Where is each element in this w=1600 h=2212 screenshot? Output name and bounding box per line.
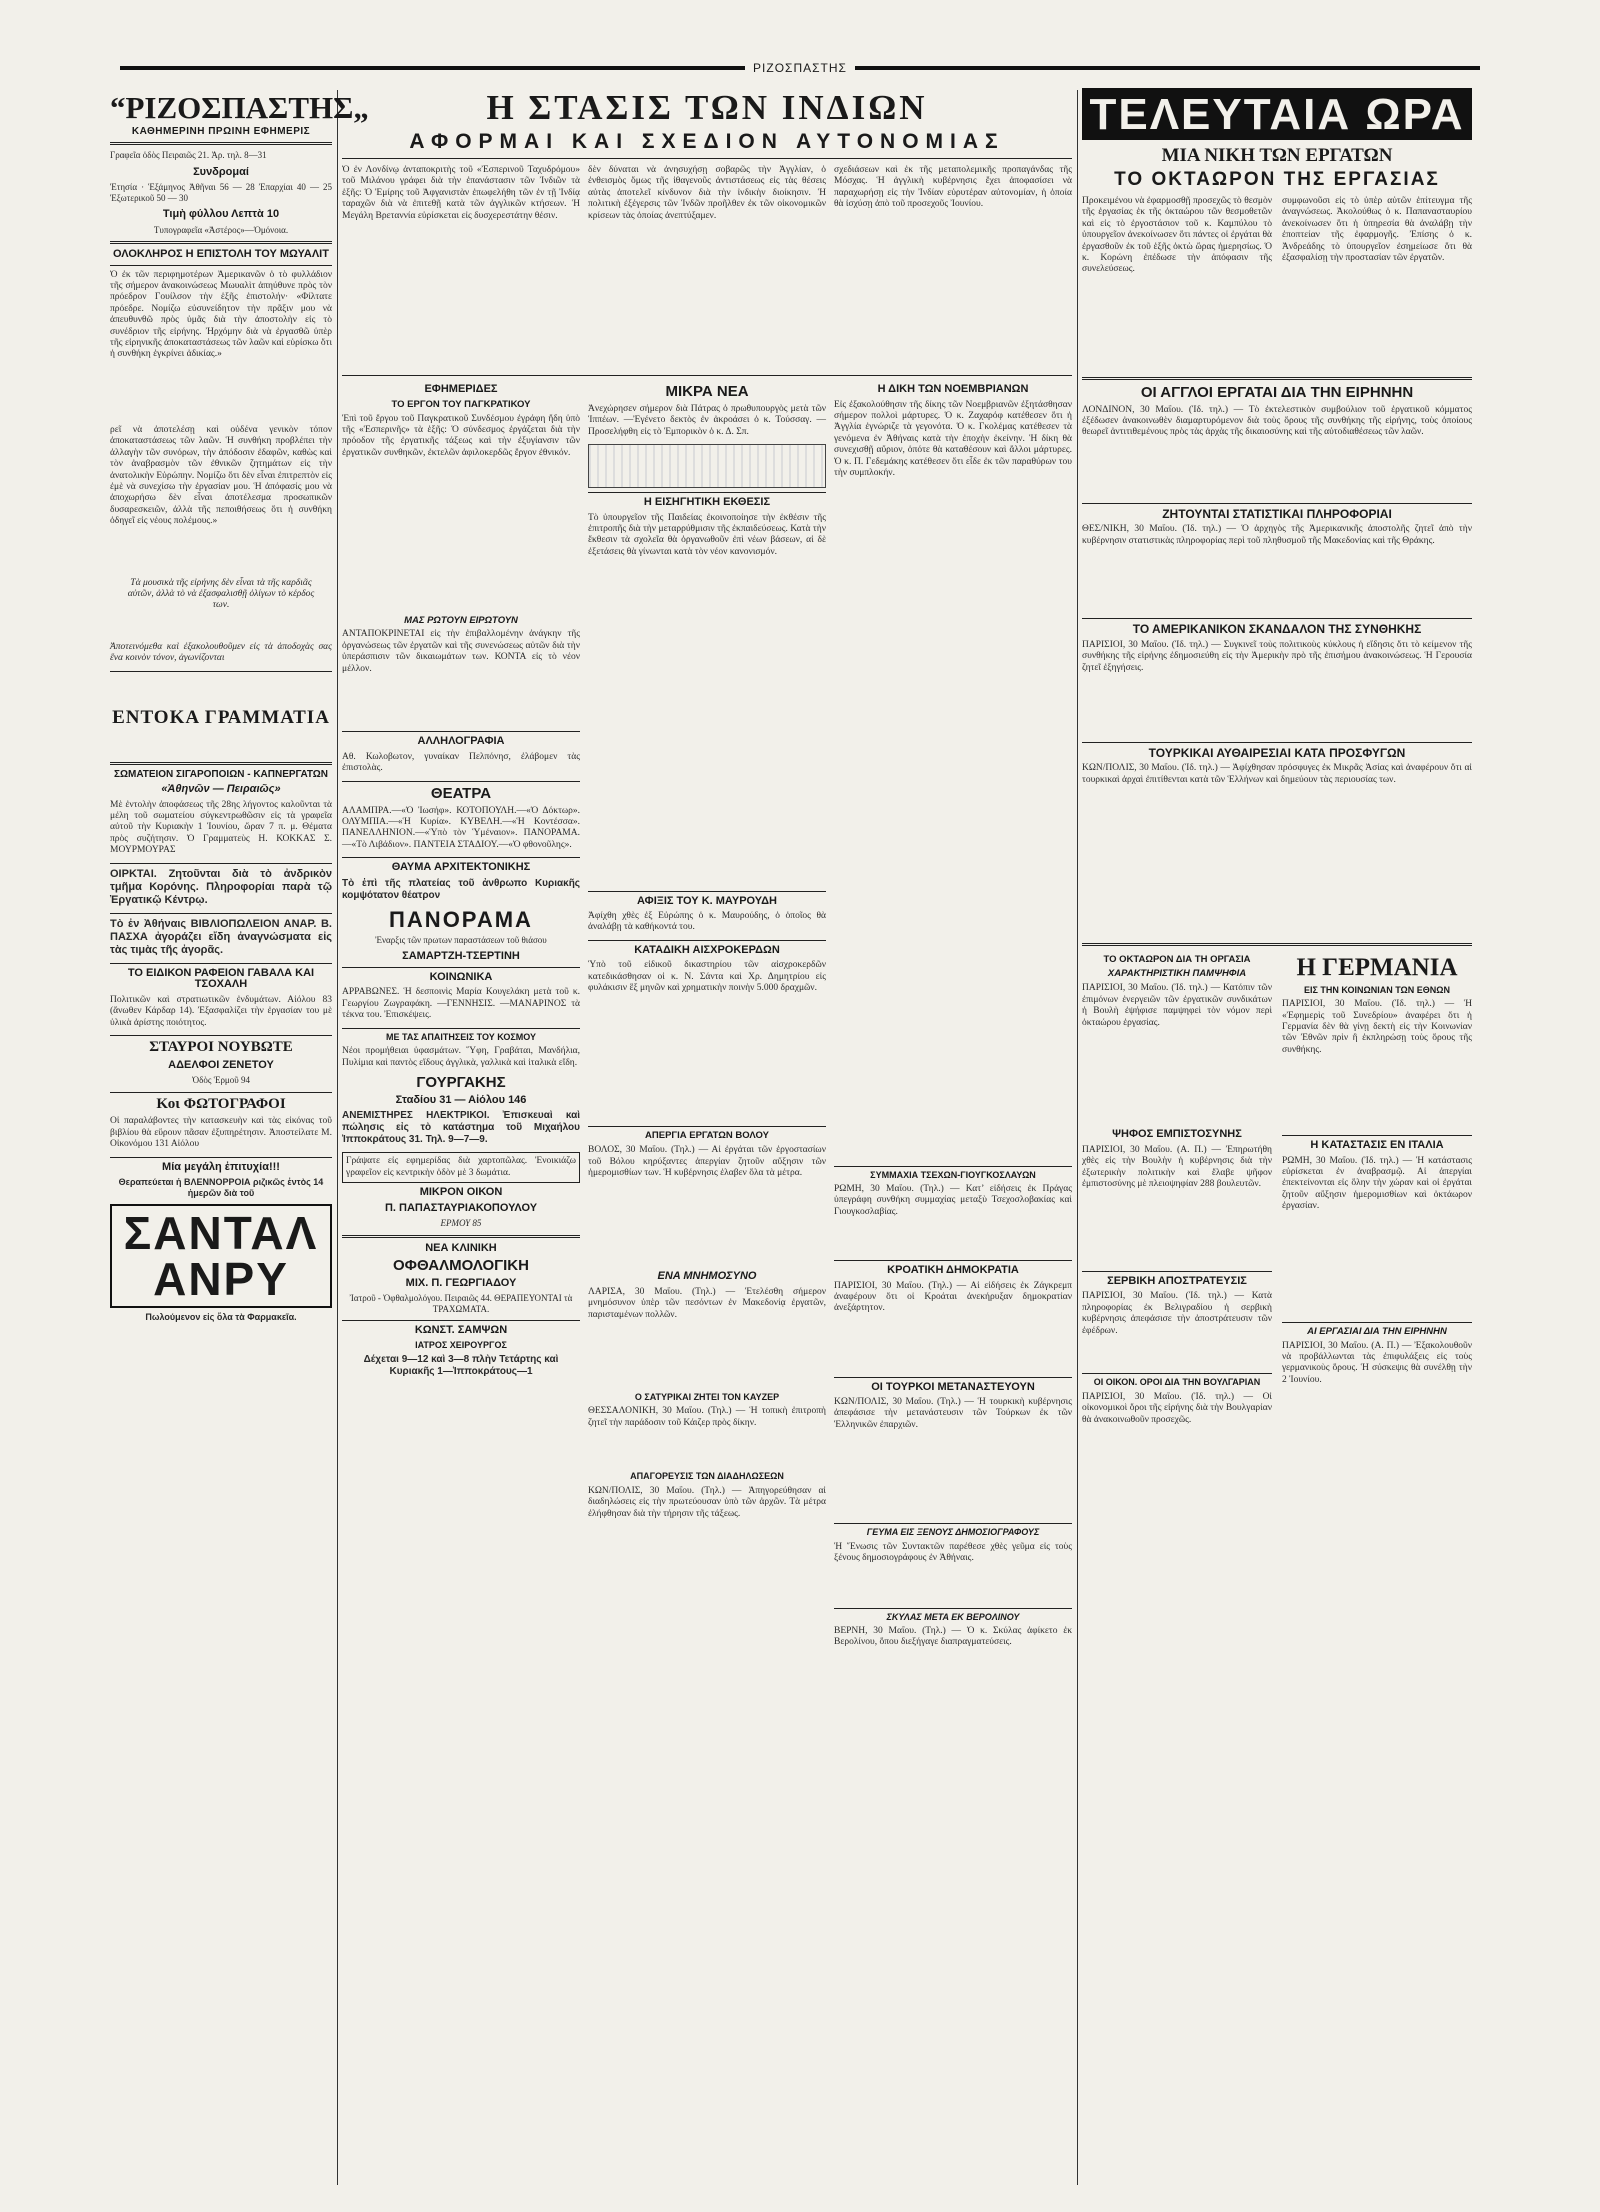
confidence-text: ΠΑΡΙΣΙΟΙ, 30 Μαΐου. (Α. Π.) — Ἐπηρωτήθη χθὲς εἰς τὴν Βουλὴν ἡ κυβέρνησις διὰ τὴν ἐξωτερικὴν πολιτικὴν καὶ ἔλαβε ψῆφον ἐμπιστοσύνης μὲ πλειοψηφίαν 288 βουλευτῶν. (1082, 1144, 1272, 1190)
turkish-text: ΚΩΝ/ΠΟΛΙΣ, 30 Μαΐου. (Ἰδ. τηλ.) — Ἀφίχθησαν πρόσφυγες ἐκ Μικρᾶς Ἀσίας καὶ ἀναφέρουν ὅτι αἱ τουρκικαὶ ἀρχαὶ ἐπιτίθενται κατὰ τῶν Ἑλλήνων καὶ δημεύουν τὰς περιουσίας των. (1082, 763, 1472, 785)
union-headline: ΣΩΜΑΤΕΙΟΝ ΣΙΓΑΡΟΠΟΙΩΝ - ΚΑΠΝΕΡΓΑΤΩΝ (113, 768, 329, 780)
subcolumn-c (834, 380, 1072, 1655)
english-workers-text: ΛΟΝΔΙΝΟΝ, 30 Μαΐου. (Ἰδ. τηλ.) — Τὸ ἐκτελεστικὸν συμβούλιον τοῦ ἐργατικοῦ κόμματος ἐξέδωσεν ἀνακοινωθὲν διαμαρτυρόμενον διὰ τοὺς ὅρους τῆς συνθήκης τῆς εἰρήνης, τοὺς ὁποίους θεωρεῖ ἀντιτιθεμένους πρὸς τὰς ἀρχὰς τῆς δικαιοσύνης καὶ τῆς αὐτοδιαθέσεως τῶν λαῶν. (1082, 404, 1472, 438)
eight-hour-law-text: ΠΑΡΙΣΙΟΙ, 30 Μαΐου. (Ἰδ. τηλ.) — Κατόπιν τῶν ἐπιμόνων ἐνεργειῶν τῶν ἐργατικῶν συνδικάτων ἡ Βουλὴ ἐψήφισε παμψηφεὶ τὸν νόμον περὶ ὀκταώρου ἐργασίας. (1082, 983, 1272, 1028)
short-news-headline: ΜΙΚΡΑ ΝΕΑ (665, 383, 749, 400)
skylas-text: ΒΕΡΝΗ, 30 Μαΐου. (Τηλ.) — Ὁ κ. Σκύλας ἀφίκετο ἐκ Βερολίνου, ὅπου διεξήγαγε διαπραγματεύσεις. (834, 1625, 1072, 1648)
memorial-headline: ΕΝΑ ΜΝΗΜΟΣΥΝΟ (657, 1270, 757, 1283)
american-scandal-text: ΠΑΡΙΣΙΟΙ, 30 Μαΐου. (Ἰδ. τηλ.) — Συγκινεῖ τοὺς πολιτικοὺς κύκλους ἡ εἴδησις ὅτι τὸ κείμενον τῆς συνθήκης τῆς εἰρήνης ἐδημοσιεύθη εἰς τὴν Ἀμερικὴν πρὸ τῆς ἐπισήμου ἀνακοινώσεως. Ἡ Γερουσία ζητεῖ ἐξηγήσεις. (1082, 639, 1472, 673)
theatres-headline: ΘΕΑΤΡΑ (430, 784, 492, 802)
entoka-headline: ΕΝΤΟΚΑ ΓΡΑΜΜΑΤΙΑ (112, 706, 330, 728)
report-text: Τὸ ὑπουργεῖον τῆς Παιδείας ἐκοινοποίησε τὴν ἐκθέσιν τῆς ἐπιτροπῆς διὰ τὴν μεταρρύθμισιν τῆς ἐκπαιδεύσεως. Κατὰ τὴν ἔκθεσιν τὰ σχολεῖα θὰ ὀργανωθοῦν ἐπὶ νέων βάσεων, αἱ δὲ ἐξετάσεις θὰ γίνωνται κατὰ τὸν νέον κανονισμόν. (588, 512, 826, 557)
bulgaria-text: ΠΑΡΙΣΙΟΙ, 30 Μαΐου. (Ἰδ. τηλ.) — Οἱ οἰκονομικοὶ ὅροι τῆς εἰρήνης διὰ τὴν Βουλγαρίαν θὰ ἀνακοινωθοῦν προσεχῶς. (1082, 1391, 1272, 1425)
volos-strike-text: ΒΟΛΟΣ, 30 Μαΐου. (Τηλ.) — Αἱ ἐργάται τῶν ἐργοστασίων τοῦ Βόλου κηρύξαντες ἀπεργίαν ζητοῦν αὔξησιν τῶν ἡμερομισθίων των. Ἡ κυβέρνησις ἐλαβεν ὅλα τὰ μέτρα. (588, 1145, 826, 1179)
italy-text: ΡΩΜΗ, 30 Μαΐου. (Ἰδ. τηλ.) — Ἡ κατάστασις εὑρίσκεται ἐν ἀναβρασμῷ. Αἱ ἀπεργίαι ἐπεκτείνονται εἰς ὅλην τὴν χώραν καὶ οἱ ἐργάται ζητοῦν αὔξησιν ἡμερομισθίων καὶ ὀκτάωρον ἐργασίαν. (1282, 1155, 1472, 1212)
main-subheadline: ΑΦΟΡΜΑΙ ΚΑΙ ΣΧΕΔΙΟΝ ΑΥΤΟΝΟΜΙΑΣ (409, 130, 1005, 153)
ad-samson-title: ΙΑΤΡΟΣ ΧΕΙΡΟΥΡΓΟΣ (415, 1340, 507, 1351)
skylas-headline: ΣΚΥΛΑΣ ΜΕΤΑ ΕΚ ΒΕΡΟΛΙΝΟΥ (886, 1611, 1020, 1622)
statistics-headline: ΖΗΤΟΥΝΤΑΙ ΣΤΑΤΙΣΤΙΚΑΙ ΠΛΗΡΟΦΟΡΙΑΙ (1162, 506, 1392, 521)
ad-fans: ΑΝΕΜΙΣΤΗΡΕΣ ΗΛΕΚΤΡΙΚΟΙ. Ἐπισκευαὶ καὶ πώλησις εἰς τὸ κατάστημα τοῦ Μιχαήλου Ἱπποκράτους 31. Τηλ. 9—7—9. (342, 1110, 580, 1146)
ad-gourgakis: ΓΟΥΡΓΑΚΗΣ (416, 1073, 506, 1091)
right-column (1082, 88, 1472, 2188)
world-demands-headline: ΜΕ ΤΑΣ ΑΠΑΙΤΗΣΕΙΣ ΤΟΥ ΚΟΣΜΟΥ (385, 1031, 537, 1042)
croatia-headline: ΚΡΟΑΤΙΚΗ ΔΗΜΟΚΡΑΤΙΑ (887, 1263, 1019, 1276)
eight-hour-law-headline: ΤΟ ΟΚΤΑΩΡΟΝ ΔΙΑ ΤΗ ΟΡΓΑΣΙΑ (1103, 954, 1251, 966)
confidence-headline: ΨΗΦΟΣ ΕΜΠΙΣΤΟΣΥΝΗΣ (1112, 1128, 1242, 1141)
italy-headline: Η ΚΑΤΑΣΤΑΣΙΣ ΕΝ ΙΤΑΛΙΑ (1310, 1139, 1444, 1152)
ad-clinic: ΝΕΑ ΚΛΙΝΙΚΗ (425, 1241, 497, 1254)
ad-success: Μία μεγάλη ἐπιτυχία!!! (162, 1160, 280, 1173)
germany-subhead: ΕΙΣ ΤΗΝ ΚΟΙΝΩΝΙΑΝ ΤΩΝ ΕΘΝΩΝ (1304, 984, 1450, 995)
letter-headline: ΟΛΟΚΛΗΡΟΣ Η ΕΠΙΣΤΟΛΗ ΤΟΥ ΜΩΥΑΛΙΤ (113, 248, 329, 261)
lead-text-3: σχεδιάσεων καὶ ἐκ τῆς μεταπολεμικῆς προπαγάνδας τῆς Μόσχας. Ἡ ἀγγλικὴ κυβέρνησις ἔχει ἀποφασίσει νὰ παραχωρήσῃ εἰς τὴν Ἰνδίαν εὐρυτέραν αὐτονομίαν, ἡ ὁποία θὰ ἰσχύσῃ ἀπὸ τοῦ προσεχοῦς Ἰουνίου. (834, 165, 1072, 210)
eight-hour-text-1: Προκειμένου νὰ ἐφαρμοσθῇ προσεχῶς τὸ θεσμὸν τῆς ἐργασίας ἐκ τῆς ὀκταώρου τῶν θεσμοθετῶν καὶ εἰς τὸ ἐργοστάσιον τοῦ κ. Καμπύλου τὸ ὑπουργεῖον ἀνεκοίνωσεν ὅτι πάντες οἱ ἐργάται θὰ ἐργασθοῦν ἐκ τοῦ ἑξῆς ὀκτὼ ὥρας ἡμερησίως. Ὁ κ. Κορώνη ἐπέδωσε τὴν ἀπόφασιν τῆς συνελεύσεως. (1082, 195, 1272, 275)
mavroudis-text: Ἀφίχθη χθὲς ἐξ Εὐρώπης ὁ κ. Μαυρούδης, ὁ ὁποῖος θὰ ἀναλάβῃ τὰ καθήκοντά του. (588, 911, 826, 933)
ad-crosses-brand: ΑΔΕΛΦΟΙ ΖΕΝΕΤΟΥ (168, 1058, 274, 1071)
victory-headline: ΜΙΑ ΝΙΚΗ ΤΩΝ ΕΡΓΑΤΩΝ (1161, 145, 1393, 166)
last-hour-banner: ΤΕΛΕΥΤΑΙΑ ΩΡΑ (1082, 88, 1472, 140)
correspondence-headline: ΑΛΛΗΛΟΓΡΑΦΙΑ (417, 735, 505, 748)
lower-grid (342, 380, 1072, 1655)
subscriptions-list: Ἐτησία · Ἑξάμηνος Ἀθῆναι 56 — 28 Ἐπαρχίαι 40 — 25 Ἐξωτερικοῦ 50 — 30 (110, 182, 332, 203)
letter-text-2: ρεῖ νὰ ἀποτελέσῃ καὶ οὐδένα γενικὸν τόπον ἀποκαταστάσεως τῶν λαῶν. Ἡ συνθήκη προβλέπει τὴν ἀλλαγὴν τῶν συνόρων, τὴν ἀπόδοσιν ἐδαφῶν, καθὼς καὶ τὸν ἀναβρασμὸν τῶν ἐθνικῶν ζητημάτων εἰς τὴν ἀνατολικὴν Εὐρώπην. Νομίζω ὅτι δὲν εἶναι ἐπιτρεπτὸν εἰς ἐμὲ νὰ συνεχίσω τὴν ἐργασίαν μου. Ἡ ἀπόφασίς μου νὰ ἀποχωρήσω δὲν εἶναι ἀποτέλεσμα προσωπικῶν δυσαρεσκειῶν, ἀλλὰ τῆς πεποιθήσεως ὅτι ἡ συνθήκη ὁδηγεῖ εἰς νέους πολέμους.» (110, 424, 332, 527)
masthead-subtitle: ΚΑΘΗΜΕΡΙΝΗ ΠΡΩΙΝΗ ΕΦΗΜΕΡΙΣ (131, 126, 311, 137)
ad-pharmacies: Πωλούμενον εἰς ὅλα τὰ Φαρμακεῖα. (145, 1312, 297, 1323)
english-workers-headline: ΟΙ ΑΓΓΛΟΙ ΕΡΓΑΤΑΙ ΔΙΑ ΤΗΝ ΕΙΡΗΝΗΝ (1140, 383, 1414, 401)
turks-headline: ΟΙ ΤΟΥΡΚΟΙ ΜΕΤΑΝΑΣΤΕΥΟΥΝ (871, 1380, 1035, 1393)
kaiser-headline: Ο ΣΑΤΥΡΙΚΑΙ ΖΗΤΕΙ ΤΟΝ ΚΑΥΖΕΡ (634, 1391, 780, 1402)
ad-cure: Θεραπεύεται ἡ ΒΛΕΝΝΟΡΡΟΙΑ ριζικῶς ἐντὸς 14 ἡμερῶν διὰ τοῦ (118, 1177, 324, 1198)
bulgaria-headline: ΟΙ ΟΙΚΟΝ. ΟΡΟΙ ΔΙΑ ΤΗΝ ΒΟΥΛΓΑΡΙΑΝ (1093, 1377, 1261, 1388)
top-rule (120, 61, 1480, 84)
ad-ophthalmology: ΟΦΘΑΛΜΟΛΟΓΙΚΗ (393, 1257, 529, 1275)
demonstrations-text: ΚΩΝ/ΠΟΛΙΣ, 30 Μαΐου. (Τηλ.) — Ἀπηγορεύθησαν αἱ διαδηλώσεις εἰς τὴν πρωτεύουσαν ὑπὸ τῶν ἀρχῶν. Τὰ μέτρα ἐλήφθησαν διὰ τὴν τήρησιν τῆς τάξεως. (588, 1485, 826, 1519)
ad-workers: ΟΙΡΚΤΑΙ. Ζητοῦνται διὰ τὸ ἀνδρικὸν τμῆμα Κορόνης. Πληροφορίαι παρὰ τῷ Ἐργατικῷ Κέντρῳ. (110, 867, 332, 906)
tailor-headline: ΤΟ ΕΙΔΙΚΟΝ ΡΑΦΕΙΟΝ ΓΑΒΑΛΑ ΚΑΙ ΤΣΟΧΑΛΗ (127, 966, 315, 991)
union-text: Μὲ ἐντολὴν ἀποφάσεως τῆς 28ης λήγοντος καλοῦνται τὰ μέλη τοῦ σωματείου σύγκεντρωθῶσιν εἰς τὰ γραφεῖα αὐτοῦ τὴν Κυριακὴν 1 Ἰουνίου, ὥραν 7 π. μ. Θέματα πρὸς συζήτησιν. Ὁ Γραμματεὺς Η. ΚΟΚΚΑΣ Σ. ΜΟΥΡΜΟΥΡΑΣ (110, 799, 332, 856)
subscriptions-title: Συνδρομαί (193, 165, 249, 178)
subcolumn-a (342, 380, 580, 1655)
newspapers-headline: ΕΦΗΜΕΡΙΔΕΣ (424, 383, 498, 395)
unanimity-subhead: ΧΑΡΑΚΤΗΡΙΣΤΙΚΗ ΠΑΜΨΗΦΙΑ (1107, 968, 1247, 980)
peace-work-headline: ΑΙ ΕΡΓΑΣΙΑΙ ΔΙΑ ΤΗΝ ΕΙΡΗΝΗΝ (1307, 1325, 1447, 1337)
newspapers-text: Ἐπὶ τοῦ ἔργου τοῦ Παγκρατικοῦ Συνδέσμου ἐγράφη ἤδη ὑπὸ τῆς «Ἑσπερινῆς» τὰ ἑξῆς: Ὁ σύνδεσμος ἐργάζεται διὰ τὴν πρόοδον τῆς ἐργατικῆς τάξεως καὶ τὴν ἐξυγίανσιν τῶν ἐργατικῶν συνθηκῶν, ἐκτελῶν ἀφιλοκερδῶς ἔργον ἐθνικόν. (342, 413, 580, 458)
asked-subhead: ΜΑΣ ΡΩΤΟΥΝ ΕΙΡΩΤΟΥΝ (404, 614, 518, 626)
report-headline: Η ΕΙΣΗΓΗΤΙΚΗ ΕΚΘΕΣΙΣ (643, 495, 771, 508)
column-rule-2 (1077, 90, 1078, 2185)
demonstrations-headline: ΑΠΑΓΟΡΕΥΣΙΣ ΤΩΝ ΔΙΑΔΗΛΩΣΕΩΝ (630, 1471, 784, 1482)
correspondence-text: Αθ. Κωλοβωτον, γυναίκαν Πελπόνησ, ἐλάβομεν τὰς ἐπιστολὰς. (342, 752, 580, 774)
panorama-title: ΠΑΝΟΡΑΜΑ (389, 906, 533, 932)
architecture-text: Τὸ ἐπὶ τῆς πλατείας τοῦ ἀνθρωπο Κυριακῆς κομψότατον θέατρον (342, 877, 580, 901)
ad-pap-name: Π. ΠΑΠΑΣΤΑΥΡΙΑΚΟΠΟΥΛΟΥ (384, 1201, 538, 1214)
profiteers-text: Ὑπὸ τοῦ εἰδικοῦ δικαστηρίου τῶν αἰσχροκερδῶν κατεδικάσθησαν οἱ κ. Ν. Σάντα καὶ Χρ. Δημητρίου εἰς φυλάκισιν ἓξ μηνῶν καὶ χρηματικὴν ποινὴν 5.000 δραχμῶν. (588, 960, 826, 994)
lead-article (342, 163, 1072, 371)
social-text: ΑΡΡΑΒΩΝΕΣ. Ἡ δεσποινὶς Μαρία Κουγελάκη μετὰ τοῦ κ. Γεωργίου Ζωγραφάκη. —ΓΕΝΝΗΣΙΣ. —ΜΑΝΑΡΙΝΟΣ τὰ τέκνα του. Ἐπισκέψεις. (342, 987, 580, 1021)
letter-quote: Τὰ μουσικὰ τῆς εἰρήνης δὲν εἶναι τὰ τῆς καρδιᾶς αὐτῶν, ἀλλὰ τὸ νὰ ἐξασφαλισθῇ ὀλίγων τὸ κέρδος των. (127, 577, 315, 611)
serbian-headline: ΣΕΡΒΙΚΗ ΑΠΟΣΤΡΑΤΕΥΣΙΣ (1107, 1274, 1247, 1287)
panorama-troupe: ΣΑΜΑΡΤΖΗ-ΤΣΕΡΤΙΝΗ (402, 950, 520, 963)
germany-text: ΠΑΡΙΣΙΟΙ, 30 Μαΐου. (Ἰδ. τηλ.) — Ἡ «Ἐφημερὶς τοῦ Συνεδρίου» ἀναφέρει ὅτι ἡ Γερμανία δὲν θὰ γίνῃ δεκτὴ εἰς τὴν Κοινωνίαν τῶν Ἐθνῶν πρὶν ἢ ἐκπληρώσῃ τοὺς ὅρους τῆς συνθήκης. (1282, 999, 1472, 1055)
ad-pap-address: ΕΡΜΟΥ 85 (440, 1218, 482, 1229)
union-subhead: «Ἀθηνῶν — Πειραιῶς» (161, 783, 281, 796)
newspapers-subhead: ΤΟ ΕΡΓΟΝ ΤΟΥ ΠΑΓΚΡΑΤΙΚΟΥ (391, 398, 531, 410)
architecture-headline: ΘΑΥΜΑ ΑΡΧΙΤΕΚΤΟΝΙΚΗΣ (391, 861, 531, 874)
ad-crosses: ΣΤΑΥΡΟΙ ΝΟΥΒΩΤΕ (149, 1038, 293, 1055)
lower-right-grid (1082, 951, 1472, 1432)
alliance-headline: ΣΥΜΜΑΧΙΑ ΤΣΕΧΩΝ-ΓΙΟΥΓΚΟΣΛΑΥΩΝ (870, 1169, 1036, 1180)
lead-text-1: Ὁ ἐν Λονδίνῳ ἀνταποκριτὴς τοῦ «Ἐσπερινοῦ Ταχυδρόμου» τοῦ Μιλάνου γράφει διὰ τὴν ἐπανάστασιν τῶν Ἰνδιῶν τὰ ἑξῆς: Ὁ Ἐμίρης τοῦ Ἀφγανιστὰν ἐπωφελήθη τῶν ἐν τῇ Ἰνδίᾳ ταραχῶν διὰ νὰ ἐπιτεθῇ κατὰ τῶν ἀγγλικῶν κτήσεων. Ἡ Μεγάλη Βρεταννία εὑρίσκεται εἰς δυσχερεστάτην θέσιν. (342, 165, 580, 221)
ad-photographers: Κοι ΦΩΤΟΓΡΑΦΟΙ (156, 1095, 286, 1112)
trial-text: Εἰς ἐξακολούθησιν τῆς δίκης τῶν Νοεμβριανῶν ἐξητάσθησαν σήμερον πολλοὶ μάρτυρες. Ὁ κ. Ζαχαρόφ κατέθεσεν ὅτι ἡ Ἀγγλία ἐγνώριζε τὰ γεγονότα. Ὁ κ. Γκολέμας κατέθεσεν τὰ γενόμενα ἐν Ἀθήναις κατὰ τὴν ἐποχὴν ἐκείνην. Ἡ δίκη θὰ συνεχισθῇ αὔριον, ὁπότε θὰ καταθέσουν καὶ ἄλλοι μάρτυρες. Ὁ κ. Π. Γεδεμάκης κατέθεσεν ὅτι εἶδε ἐκ τῶν παραθύρων του τὴν συμπλοκήν. (834, 399, 1072, 478)
column-rule-1 (337, 90, 338, 2185)
letter-text-1: Ὁ ἐκ τῶν περιφημοτέρων Ἀμερικανῶν ὁ τὸ φυλλάδιον τῆς σήμερον ἀνακοινώσεως Μωυαλὶτ ἀπηύθυνε πρὸς τὸν πρόεδρον Γουίλσον τὴν ἑξῆς ἐπιστολήν· «Φίλτατε πρόεδρε. Νομίζω εὐσυνείδητον τὴν πρᾶξιν μου νὰ ἀπευθυνθῶ πρὸς ὑμᾶς διὰ τὴν ἀποστολὴν εἰς τὸ συνέδριον τῆς εἰρήνης. Ἠρχόμην διὰ νὰ ἐργασθῶ ὑπὲρ τῆς εἰρηνικῆς ἀποκαταστάσεως τῶν λαῶν καὶ εὑρίσκω ὅτι ἡ συνθήκη ἐγκρίνει ἀδικίας.» (110, 269, 332, 360)
kaiser-text: ΘΕΣΣΑΛΟΝΙΚΗ, 30 Μαΐου. (Τηλ.) — Ἡ τοπικὴ ἐπιτροπὴ ζητεῖ τὴν παράδοσιν τοῦ Κάιζερ πρὸς δίκην. (588, 1406, 826, 1428)
eight-hour-text-2: συμφωνοῦσι εἰς τὸ ὑπὲρ αὐτῶν ἐπίτευγμα τῆς ἀναγνώσεως. Ἀκολούθως ὁ κ. Παπανασταυρίου ἀνεκοίνωσεν ὅτι ἡ ὑπηρεσία θὰ ἀναλάβῃ τὴν ἐποπτείαν τῆς ἐφαρμογῆς. Ἐπίσης ὁ κ. Ἀνδρεάδης τὸ ὑπουργεῖον ἐσημείωσε ὅτι θὰ ἐξασφαλίσῃ τὴν προστασίαν τῶν ἐργατῶν. (1282, 195, 1472, 263)
peace-work-text: ΠΑΡΙΣΙΟΙ, 30 Μαΐου. (Α. Π.) — Ἐξακολουθοῦν νὰ προβάλλωνται τὰς ἐπιφυλάξεις εἰς τοὺς γερμανικοὺς ὅρους. Ἡ σύσκεψις θὰ συνέλθῃ τὴν 2 Ἰουνίου. (1282, 1340, 1472, 1385)
social-headline: ΚΟΙΝΩΝΙΚΑ (429, 970, 493, 983)
ad-small-house: ΜΙΚΡΟΝ ΟΙΚΟΝ (419, 1186, 503, 1199)
turks-text: ΚΩΝ/ΠΟΛΙΣ, 30 Μαΐου. (Τηλ.) — Ἡ τουρκικὴ κυβέρνησις ἀπεφάσισε τὴν μετανάστευσιν τῶν Τούρκων ἐκ τῶν Ἑλληνικῶν ἐπαρχιῶν. (834, 1397, 1072, 1430)
left-column (110, 88, 369, 2188)
american-scandal-headline: ΤΟ ΑΜΕΡΙΚΑΝΙΚΟΝ ΣΚΑΝΔΑΛΟΝ ΤΗΣ ΣΥΝΘΗΚΗΣ (1132, 622, 1422, 637)
statistics-text: ΘΕΣ/ΝΙΚΗ, 30 Μαΐου. (Ἰδ. τηλ.) — Ὁ ἀρχηγὸς τῆς Ἀμερικανικῆς ἀποστολῆς ζητεῖ ἀπὸ τὴν κυβέρνησιν στατιστικὰς πληροφορίας περὶ τοῦ πληθυσμοῦ τῆς Μακεδονίας καὶ τῆς Θράκης. (1082, 524, 1472, 546)
short-news-illustration (588, 444, 826, 488)
asked-text: ΑΝΤΑΠΟΚΡΙΝΕΤΑΙ εἰς τὴν ἐπιβαλλομένην ἀνάγκην τῆς ὀργανώσεως τῶν ἐργατῶν καὶ τῆς συνενώσεως αὐτῶν διὰ τὴν ὑπεράσπισιν τῶν δικαιωμάτων των. ΚΟΝΤΑ εἰς τὸ νέον μέλλον. (342, 629, 580, 674)
masthead-title: “ΡΙΖΟΣΠΑΣΤΗΣ„ (110, 90, 369, 125)
germany-headline: Η ΓΕΡΜΑΝΙΑ (1296, 954, 1458, 982)
main-headline: Η ΣΤΑΣΙΣ ΤΩΝ ΙΝΔΙΩΝ (486, 88, 928, 127)
ad-gourgakis-address: Σταδίου 31 — Αἰόλου 146 (395, 1093, 527, 1106)
sandal-brand: ΣΑΝΤΑΛ ΑΝΡΥ (110, 1204, 332, 1308)
ad-samson-hours: Δέχεται 9—12 καὶ 3—8 πλὴν Τετάρτης καὶ Κυριακῆς 1—Ἱπποκράτους—1 (363, 1354, 559, 1377)
panorama-text: Ἐναρξις τῶν πρωτων παραστάσεων τοῦ θιάσου (375, 934, 547, 945)
ad-crosses-address: Ὁδὸς Ἑρμοῦ 94 (192, 1075, 250, 1086)
lower-right-a (1082, 951, 1272, 1432)
eight-hour-headline: ΤΟ ΟΚΤΑΩΡΟΝ ΤΗΣ ΕΡΓΑΣΙΑΣ (1114, 168, 1440, 190)
ad-bookshop: Τὸ ἐν Ἀθήναις ΒΙΒΛΙΟΠΩΛΕΙΟΝ ΑΝΑΡ. Β. ΠΑΣΧΑ ἀγοράζει εἴδη ἀναγνώσματα εἰς τὰς τιμὰς τῆς ἀγορᾶς. (110, 917, 332, 956)
turkish-headline: ΤΟΥΡΚΙΚΑΙ ΑΥΘΑΙΡΕΣΙΑΙ ΚΑΤΑ ΠΡΟΣΦΥΓΩΝ (1148, 745, 1406, 760)
theatres-text: ΑΛΑΜΠΡΑ.—«Ὁ Ἰωσήφ». ΚΟΤΟΠΟΥΛΗ.—«Ὁ Δόκτωρ». ΟΛΥΜΠΙΑ.—«Ἡ Κυρία». ΚΥΒΕΛΗ.—«Ἡ Κοντέσσα». ΠΑΝΕΛΛΗΝΙΟΝ.—«Ὑπὸ τὸν Ὑμέναιον». ΠΑΝΟΡΑΜΑ.—«Τὸ Λιβάδιον». ΠΑΝΤΕΙΑ ΣΤΑΔΙΟΥ.—«Ὁ φθονοῦλης». (342, 805, 580, 850)
short-news-text: Ἀνεχώρησεν σήμερον διὰ Πάτρας ὁ πρωθυπουργὸς μετὰ τῶν Ἱππέων. —Ἐγένετο δεκτὸς ἐν ἀκροάσει ὁ κ. Τούσσαγ. —Προσελήφθη εἰς τὸ Ἐμπορικὸν ὁ κ. Δ. Σπ. (588, 403, 826, 437)
trial-headline: Η ΔΙΚΗ ΤΩΝ ΝΟΕΜΒΡΙΑΝΩΝ (877, 383, 1029, 395)
price: Τιμὴ φύλλου Λεπτὰ 10 (162, 208, 280, 221)
dinner-text: Ἡ Ἕνωσις τῶν Συντακτῶν παρέθεσε χθὲς γεῦμα εἰς τοὺς ξένους δημοσιογράφους ἐν Ἀθήναις. (834, 1541, 1072, 1563)
subcolumn-b (588, 380, 826, 1655)
mavroudis-headline: ΑΦΙΞΙΣ ΤΟΥ Κ. ΜΑΥΡΟΥΔΗ (637, 894, 777, 907)
printer: Τυπογραφεῖα «Ἀστέρος»—Ὁμόνοια. (153, 224, 289, 235)
masthead-office: Γραφεῖα ὁδὸς Πειραιῶς 21. Ἀρ. τηλ. 8—31 (110, 150, 267, 160)
world-demands-text: Νέοι προμήθειαι ὑφασμάτων. Ὕφη, Γραβάται, Μανδήλια, Πυλίμια καὶ παντὸς εἴδους ἀγγλικὰ, γαλλικὰ καὶ ἰταλικὰ εἴδη. (342, 1046, 580, 1068)
center-column (342, 88, 1072, 2188)
ad-office: Γράψατε εἰς εφημερίδας διὰ χαρτοπῶλας. Ἐνοικιάζω γραφεῖον εἰς κεντρικὴν ὁδὸν μὲ 3 δωμάτια. (342, 1152, 580, 1183)
tailor-text: Πολιτικῶν καὶ στρατιωτικῶν ἐνδυμάτων. Αἰόλου 83 (ἄνωθεν Κάρδαρ 14). Ἐξασφαλίζει τὴν ἐργασίαν του μὲ ὑλικὰ ἀρίστης ποιότητος. (110, 994, 332, 1028)
letter-text-3: Ἀποτεινόμεθα καὶ ἐξακολουθοῦμεν εἰς τὰ ἀποδοχὰς σας ἕνα κοινὸν τόνον, ἀγωνίζονται (110, 641, 332, 664)
ad-photographers-text: Οἱ παραλάβοντες τὴν κατασκευὴν καὶ τὰς εἰκόνας τοῦ βιβλίου θὰ εὕρουν πᾶσαν ἐξυπηρέτησιν. Ἀποστείλατε Μ. Οἰκονόμου 131 Αἰόλου (110, 1116, 332, 1150)
dinner-headline: ΓΕΥΜΑ ΕΙΣ ΞΕΝΟΥΣ ΔΗΜΟΣΙΟΓΡΑΦΟΥΣ (866, 1527, 1040, 1538)
serbian-text: ΠΑΡΙΣΙΟΙ, 30 Μαΐου. (Ἰδ. τηλ.) — Κατὰ πληροφορίας ἐκ Βελιγραδίου ἡ σερβικὴ κυβέρνησις ἀπεφάσισε τὴν ἀποστράτευσιν τῶν ἐφέδρων. (1082, 1291, 1272, 1336)
volos-strike-headline: ΑΠΕΡΓΙΑ ΕΡΓΑΤΩΝ ΒΟΛΟΥ (645, 1130, 769, 1142)
ad-doctor-name: ΜΙΧ. Π. ΓΕΩΡΓΙΑΔΟΥ (405, 1276, 517, 1289)
lower-right-b (1282, 951, 1472, 1432)
top-masthead-label: ΡΙΖΟΣΠΑΣΤΗΣ (745, 61, 855, 75)
alliance-text: ΡΩΜΗ, 30 Μαΐου. (Τηλ.) — Κατ’ εἰδήσεις ἐκ Πράγας ὑπεγράφη συνθήκη συμμαχίας μεταξὺ Τσεχοσλοβακίας καὶ Γιουγκοσλαβίας. (834, 1183, 1072, 1217)
croatia-text: ΠΑΡΙΣΙΟΙ, 30 Μαΐου. (Τηλ.) — Αἱ εἰδήσεις ἐκ Ζάγκρεμπ ἀναφέρουν ὅτι οἱ Κροάται ἀνεκήρυξαν δημοκρατίαν ἀνεξάρτητον. (834, 1280, 1072, 1314)
eight-hour-article (1082, 194, 1472, 372)
ad-samson-name: ΚΩΝΣΤ. ΣΑΜΨΩΝ (414, 1324, 508, 1337)
ad-doctor-text: Ἰατροῦ - Ὀφθαλμολόγου. Πειραιῶς 44. ΘΕΡΑΠΕΥΟΝΤΑΙ τὰ ΤΡΑΧΩΜΑΤΑ. (349, 1293, 573, 1314)
profiteers-headline: ΚΑΤΑΔΙΚΗ ΑΙΣΧΡΟΚΕΡΔΩΝ (634, 943, 780, 956)
lead-text-2: δὲν δύναται νὰ ἀνησυχήσῃ σοβαρῶς τὴν Ἀγγλίαν, ὁ ἐνθεισμὸς ὅμως τῆς ἰθαγενοῦς ἀντιστάσεως εἰς τὰς θέσεις αὐτὰς ἀποτελεῖ κίνδυνον διὰ τὴν ἰνδικὴν διοίκησιν. Ἡ πολιτικὴ ἐξέγερσις τῶν Ἰνδῶν προῆλθεν ἐκ τῶν οἰκονομικῶν κρίσεων τὰς ὁποίας ἀνεπτύξαμεν. (588, 165, 826, 221)
memorial-text: ΛΑΡΙΣΑ, 30 Μαΐου. (Τηλ.) — Ἐτελέσθη σήμερον μνημόσυνον ὑπὲρ τῶν πεσόντων ἐν Μακεδονίᾳ ἐργατῶν, παρισταμένων πολλῶν. (588, 1286, 826, 1320)
